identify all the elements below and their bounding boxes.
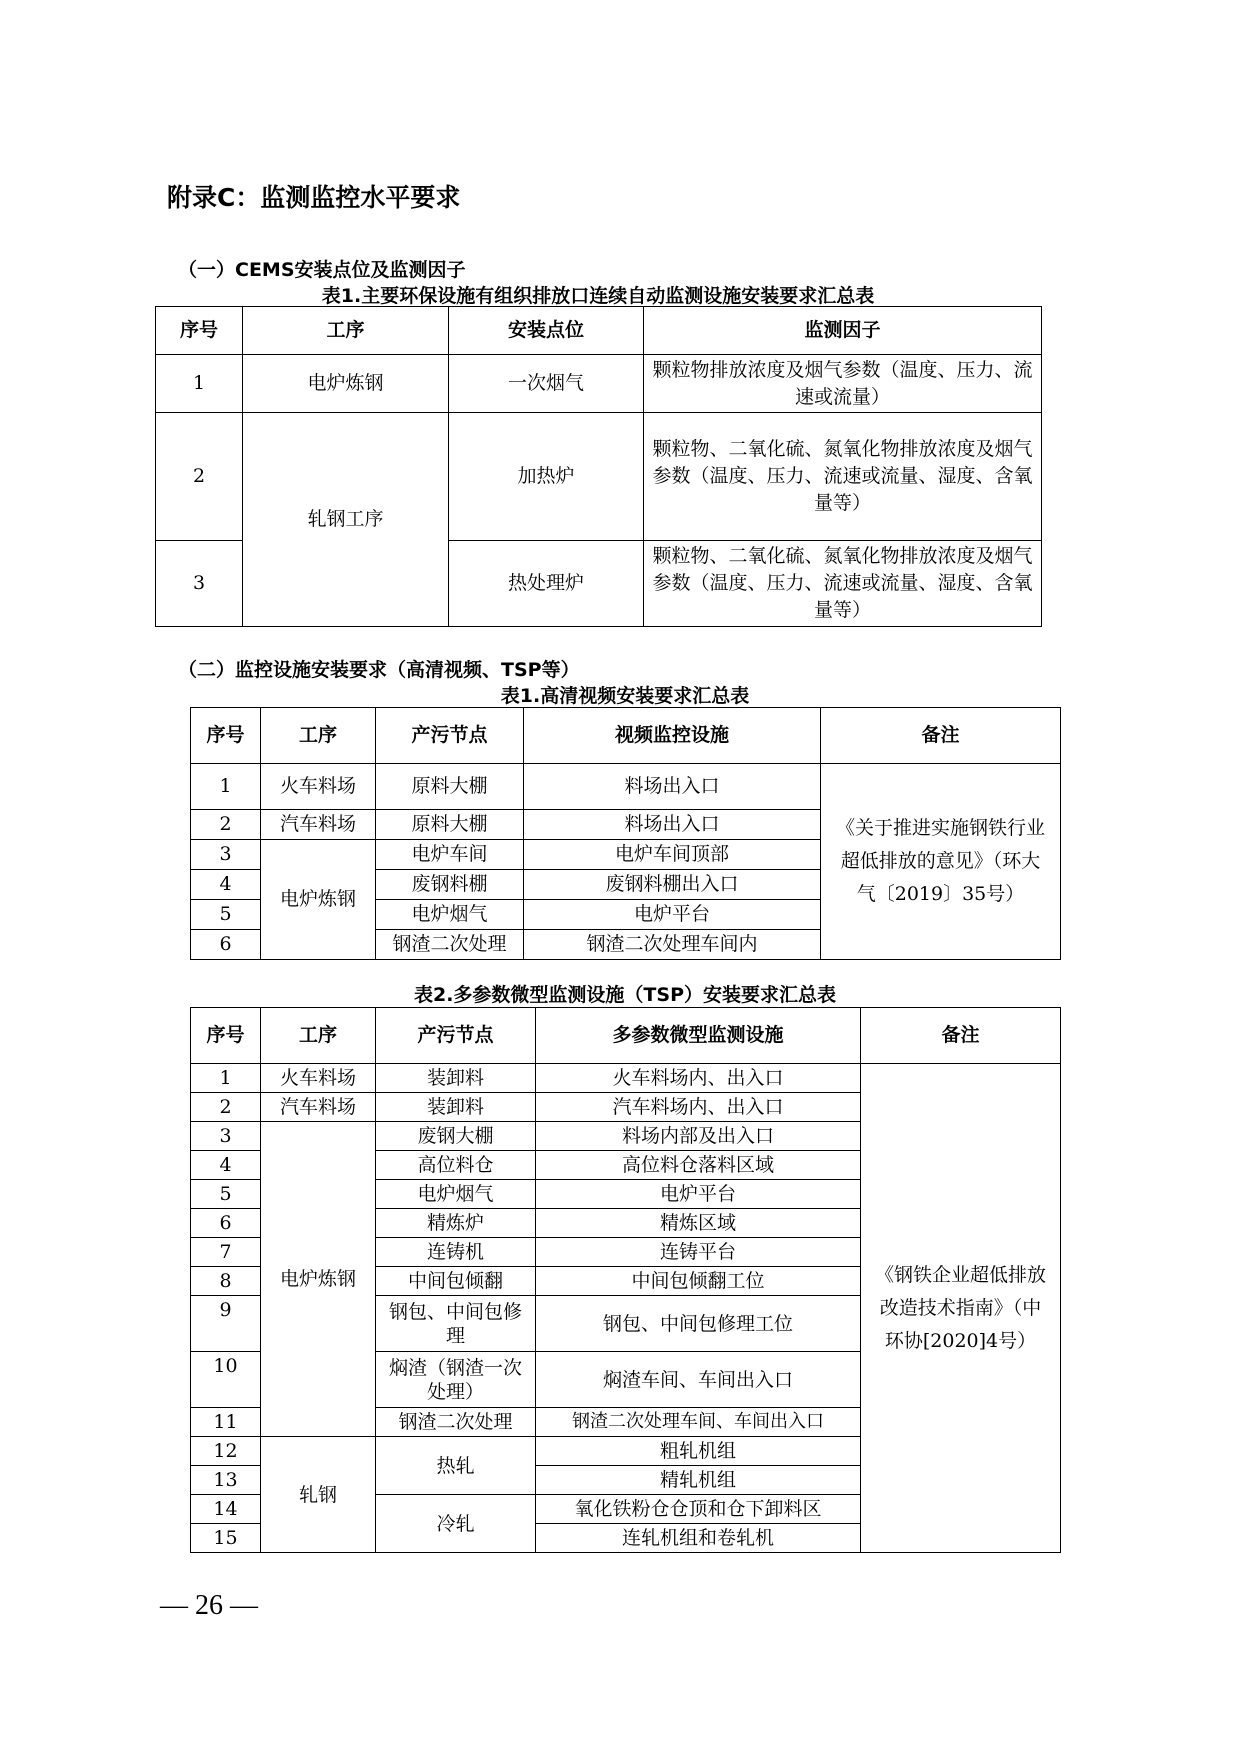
row-number: 2 <box>156 413 243 541</box>
node-cell: 废钢料棚 <box>376 870 524 900</box>
row-number: 4 <box>191 870 261 900</box>
table-row <box>156 413 1042 541</box>
table-3-caption: 表2.多参数微型监测设施（TSP）安装要求汇总表 <box>413 984 836 1006</box>
process-cell: 电炉炼钢 <box>261 1122 376 1437</box>
col-header: 工序 <box>261 708 376 764</box>
row-number: 3 <box>191 840 261 870</box>
row-number: 5 <box>191 1180 261 1209</box>
facility-cell: 废钢料棚出入口 <box>524 870 821 900</box>
facility-cell: 钢包、中间包修理工位 <box>536 1296 861 1352</box>
node-cell: 装卸料 <box>376 1064 536 1093</box>
row-number: 6 <box>191 1209 261 1238</box>
node-cell: 钢包、中间包修理 <box>376 1296 536 1352</box>
facility-cell: 焖渣车间、车间出入口 <box>536 1352 861 1408</box>
row-number: 8 <box>191 1267 261 1296</box>
process-cell: 火车料场 <box>261 1064 376 1093</box>
facility-cell: 料场内部及出入口 <box>536 1122 861 1151</box>
node-cell: 钢渣二次处理 <box>376 1408 536 1437</box>
facility-cell: 钢渣二次处理车间内 <box>524 930 821 960</box>
point-cell: 一次烟气 <box>449 355 644 413</box>
point-cell: 加热炉 <box>449 413 644 541</box>
row-number: 3 <box>191 1122 261 1151</box>
node-cell: 电炉烟气 <box>376 900 524 930</box>
table-header-row <box>156 307 1042 355</box>
factor-cell: 颗粒物、二氧化硫、氮氧化物排放浓度及烟气参数（温度、压力、流速或流量、湿度、含氧量等） <box>644 413 1042 541</box>
point-cell: 热处理炉 <box>449 541 644 627</box>
table-row <box>156 355 1042 413</box>
table-row <box>191 1064 1061 1093</box>
col-header: 监测因子 <box>644 307 1042 355</box>
col-header: 产污节点 <box>376 1008 536 1064</box>
cems-table <box>155 306 1042 627</box>
facility-cell: 高位料仓落料区域 <box>536 1151 861 1180</box>
row-number: 11 <box>191 1408 261 1437</box>
row-number: 5 <box>191 900 261 930</box>
note-cell: 《钢铁企业超低排放改造技术指南》（中环协[2020]4号） <box>861 1064 1061 1553</box>
process-cell: 电炉炼钢 <box>243 355 449 413</box>
node-cell: 连铸机 <box>376 1238 536 1267</box>
facility-cell: 连铸平台 <box>536 1238 861 1267</box>
table-row <box>191 764 1061 810</box>
facility-cell: 中间包倾翻工位 <box>536 1267 861 1296</box>
col-header: 视频监控设施 <box>524 708 821 764</box>
node-cell: 装卸料 <box>376 1093 536 1122</box>
tsp-table <box>190 1007 1061 1553</box>
node-cell: 原料大棚 <box>376 764 524 810</box>
table-2-caption: 表1.高清视频安装要求汇总表 <box>500 685 750 707</box>
row-number: 6 <box>191 930 261 960</box>
col-header: 序号 <box>191 708 261 764</box>
facility-cell: 料场出入口 <box>524 810 821 840</box>
section-1-title: （一）CEMS安装点位及监测因子 <box>178 259 466 281</box>
col-header: 序号 <box>191 1008 261 1064</box>
node-cell: 冷轧 <box>376 1495 536 1553</box>
factor-cell: 颗粒物、二氧化硫、氮氧化物排放浓度及烟气参数（温度、压力、流速或流量、湿度、含氧量等） <box>644 541 1042 627</box>
col-header: 工序 <box>243 307 449 355</box>
col-header: 产污节点 <box>376 708 524 764</box>
row-number: 14 <box>191 1495 261 1524</box>
factor-cell: 颗粒物排放浓度及烟气参数（温度、压力、流速或流量） <box>644 355 1042 413</box>
node-cell: 精炼炉 <box>376 1209 536 1238</box>
facility-cell: 钢渣二次处理车间、车间出入口 <box>536 1408 861 1437</box>
node-cell: 废钢大棚 <box>376 1122 536 1151</box>
facility-cell: 精轧机组 <box>536 1466 861 1495</box>
page-heading: 附录C：监测监控水平要求 <box>167 183 461 212</box>
table-1-caption: 表1.主要环保设施有组织排放口连续自动监测设施安装要求汇总表 <box>321 285 875 307</box>
table-header-row <box>191 1008 1061 1064</box>
facility-cell: 汽车料场内、出入口 <box>536 1093 861 1122</box>
row-number: 12 <box>191 1437 261 1466</box>
facility-cell: 粗轧机组 <box>536 1437 861 1466</box>
row-number: 1 <box>191 764 261 810</box>
facility-cell: 电炉平台 <box>524 900 821 930</box>
row-number: 3 <box>156 541 243 627</box>
process-cell: 轧钢工序 <box>243 413 449 627</box>
node-cell: 电炉车间 <box>376 840 524 870</box>
node-cell: 钢渣二次处理 <box>376 930 524 960</box>
table-header-row <box>191 708 1061 764</box>
section-2-title: （二）监控设施安装要求（高清视频、TSP等） <box>178 659 580 681</box>
col-header: 备注 <box>861 1008 1061 1064</box>
video-table <box>190 707 1061 960</box>
node-cell: 焖渣（钢渣一次处理） <box>376 1352 536 1408</box>
col-header: 序号 <box>156 307 243 355</box>
note-cell: 《关于推进实施钢铁行业超低排放的意见》（环大气〔2019〕35号） <box>821 764 1061 960</box>
row-number: 1 <box>156 355 243 413</box>
facility-cell: 火车料场内、出入口 <box>536 1064 861 1093</box>
process-cell: 汽车料场 <box>261 1093 376 1122</box>
col-header: 备注 <box>821 708 1061 764</box>
node-cell: 电炉烟气 <box>376 1180 536 1209</box>
process-cell: 电炉炼钢 <box>261 840 376 960</box>
row-number: 13 <box>191 1466 261 1495</box>
process-cell: 汽车料场 <box>261 810 376 840</box>
row-number: 2 <box>191 810 261 840</box>
row-number: 10 <box>191 1352 261 1408</box>
facility-cell: 氧化铁粉仓仓顶和仓下卸料区 <box>536 1495 861 1524</box>
facility-cell: 连轧机组和卷轧机 <box>536 1524 861 1553</box>
row-number: 15 <box>191 1524 261 1553</box>
node-cell: 原料大棚 <box>376 810 524 840</box>
row-number: 4 <box>191 1151 261 1180</box>
page-number: — 26 — <box>160 1590 258 1621</box>
node-cell: 中间包倾翻 <box>376 1267 536 1296</box>
process-cell: 轧钢 <box>261 1437 376 1553</box>
col-header: 多参数微型监测设施 <box>536 1008 861 1064</box>
row-number: 9 <box>191 1296 261 1352</box>
facility-cell: 电炉车间顶部 <box>524 840 821 870</box>
col-header: 安装点位 <box>449 307 644 355</box>
process-cell: 火车料场 <box>261 764 376 810</box>
col-header: 工序 <box>261 1008 376 1064</box>
node-cell: 高位料仓 <box>376 1151 536 1180</box>
facility-cell: 电炉平台 <box>536 1180 861 1209</box>
row-number: 1 <box>191 1064 261 1093</box>
row-number: 7 <box>191 1238 261 1267</box>
facility-cell: 精炼区域 <box>536 1209 861 1238</box>
facility-cell: 料场出入口 <box>524 764 821 810</box>
node-cell: 热轧 <box>376 1437 536 1495</box>
row-number: 2 <box>191 1093 261 1122</box>
